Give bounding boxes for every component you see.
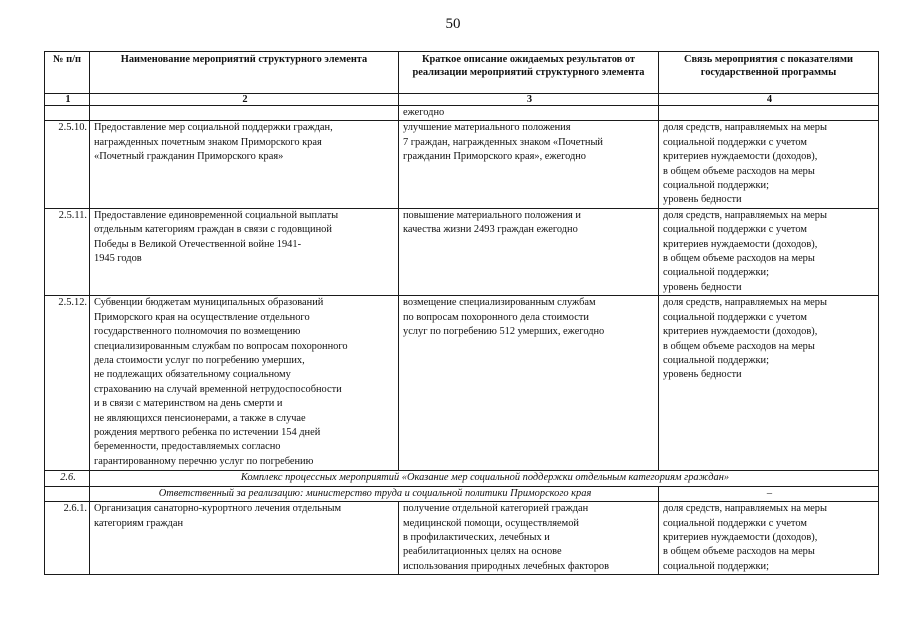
table-row bbox=[45, 208, 879, 295]
measure-name: Предоставление мер социальной поддержки граждан, награжденных почетным знаком Приморского края «Почетный гражданин Приморского края» bbox=[90, 121, 399, 208]
section-title: Комплекс процессных мероприятий «Оказание мер социальной поддержки отдельным категориям граждан» bbox=[90, 471, 879, 486]
expected-result: повышение материального положения и качества жизни 2493 граждан ежегодно bbox=[399, 208, 659, 295]
indicator-link: доля средств, направляемых на меры социальной поддержки с учетом критериев нуждаемости (доходов), в общем объеме расходов на меры социальной поддержки; уровень бедности bbox=[659, 121, 879, 208]
carry-over-name bbox=[90, 106, 399, 121]
expected-result: улучшение материального положения 7 граждан, награжденных знаком «Почетный гражданин Приморского края», ежегодно bbox=[399, 121, 659, 208]
header-expected-results: Краткое описание ожидаемых результатов от реализации мероприятий структурного элемента bbox=[399, 52, 659, 94]
measure-name: Организация санаторно-курортного лечения отдельным категориям граждан bbox=[90, 502, 399, 575]
column-number-4: 4 bbox=[659, 94, 879, 106]
measure-name: Предоставление единовременной социальной выплаты отдельным категориям граждан в связи с годовщиной Победы в Великой Отечественной войне 1941- 1945 годов bbox=[90, 208, 399, 295]
row-number: 2.5.12. bbox=[45, 296, 90, 471]
expected-result: получение отдельной категорией граждан медицинской помощи, осуществляемой в профилактических, лечебных и реабилитационных целях на основе использования природных лечебных факторов bbox=[399, 502, 659, 575]
header-number: № п/п bbox=[45, 52, 90, 94]
responsible-col4: – bbox=[659, 486, 879, 501]
header-indicator-link: Связь мероприятия с показателями государственной программы bbox=[659, 52, 879, 94]
row-number: 2.5.10. bbox=[45, 121, 90, 208]
carry-over-row bbox=[45, 106, 879, 121]
row-number: 2.6.1. bbox=[45, 502, 90, 575]
column-number-1: 1 bbox=[45, 94, 90, 106]
header-measure-name: Наименование мероприятий структурного элемента bbox=[90, 52, 399, 94]
table-row bbox=[45, 502, 879, 575]
responsible-row bbox=[45, 486, 879, 501]
section-number: 2.6. bbox=[45, 471, 90, 486]
indicator-link: доля средств, направляемых на меры социальной поддержки с учетом критериев нуждаемости (доходов), в общем объеме расходов на меры социальной поддержки; уровень бедности bbox=[659, 208, 879, 295]
indicator-link: доля средств, направляемых на меры социальной поддержки с учетом критериев нуждаемости (доходов), в общем объеме расходов на меры социальной поддержки; bbox=[659, 502, 879, 575]
page-number: 50 bbox=[445, 16, 461, 32]
measures-table bbox=[44, 51, 879, 575]
measure-name: Субвенции бюджетам муниципальных образований Приморского края на осуществление отдельного государственного полномочия по возмещению специализированным службам по вопросам похоронного дела стоимости услуг по погребению умерших, не подлежащих обязательному социальному страхованию на случай временной нетрудоспособности и в связи с материнством на день смерти и не являющихся пенсионерами, а также в случае рождения мертвого ребенка по истечении 154 дней беременности, предоставляемых согласно гарантированному перечню услуг по погребению bbox=[90, 296, 399, 471]
responsible-text: Ответственный за реализацию: министерство труда и социальной политики Приморского края bbox=[90, 486, 659, 501]
carry-over-result: ежегодно bbox=[399, 106, 659, 121]
section-row bbox=[45, 471, 879, 486]
expected-result: возмещение специализированным службам по вопросам похоронного дела стоимости услуг по погребению 512 умерших, ежегодно bbox=[399, 296, 659, 471]
indicator-link: доля средств, направляемых на меры социальной поддержки с учетом критериев нуждаемости (доходов), в общем объеме расходов на меры социальной поддержки; уровень бедности bbox=[659, 296, 879, 471]
row-number: 2.5.11. bbox=[45, 208, 90, 295]
carry-over-num bbox=[45, 106, 90, 121]
carry-over-link bbox=[659, 106, 879, 121]
column-number-row bbox=[45, 94, 879, 106]
column-number-3: 3 bbox=[399, 94, 659, 106]
table-row bbox=[45, 296, 879, 471]
column-number-2: 2 bbox=[90, 94, 399, 106]
table-row bbox=[45, 121, 879, 208]
responsible-number bbox=[45, 486, 90, 501]
header-row bbox=[45, 52, 879, 94]
